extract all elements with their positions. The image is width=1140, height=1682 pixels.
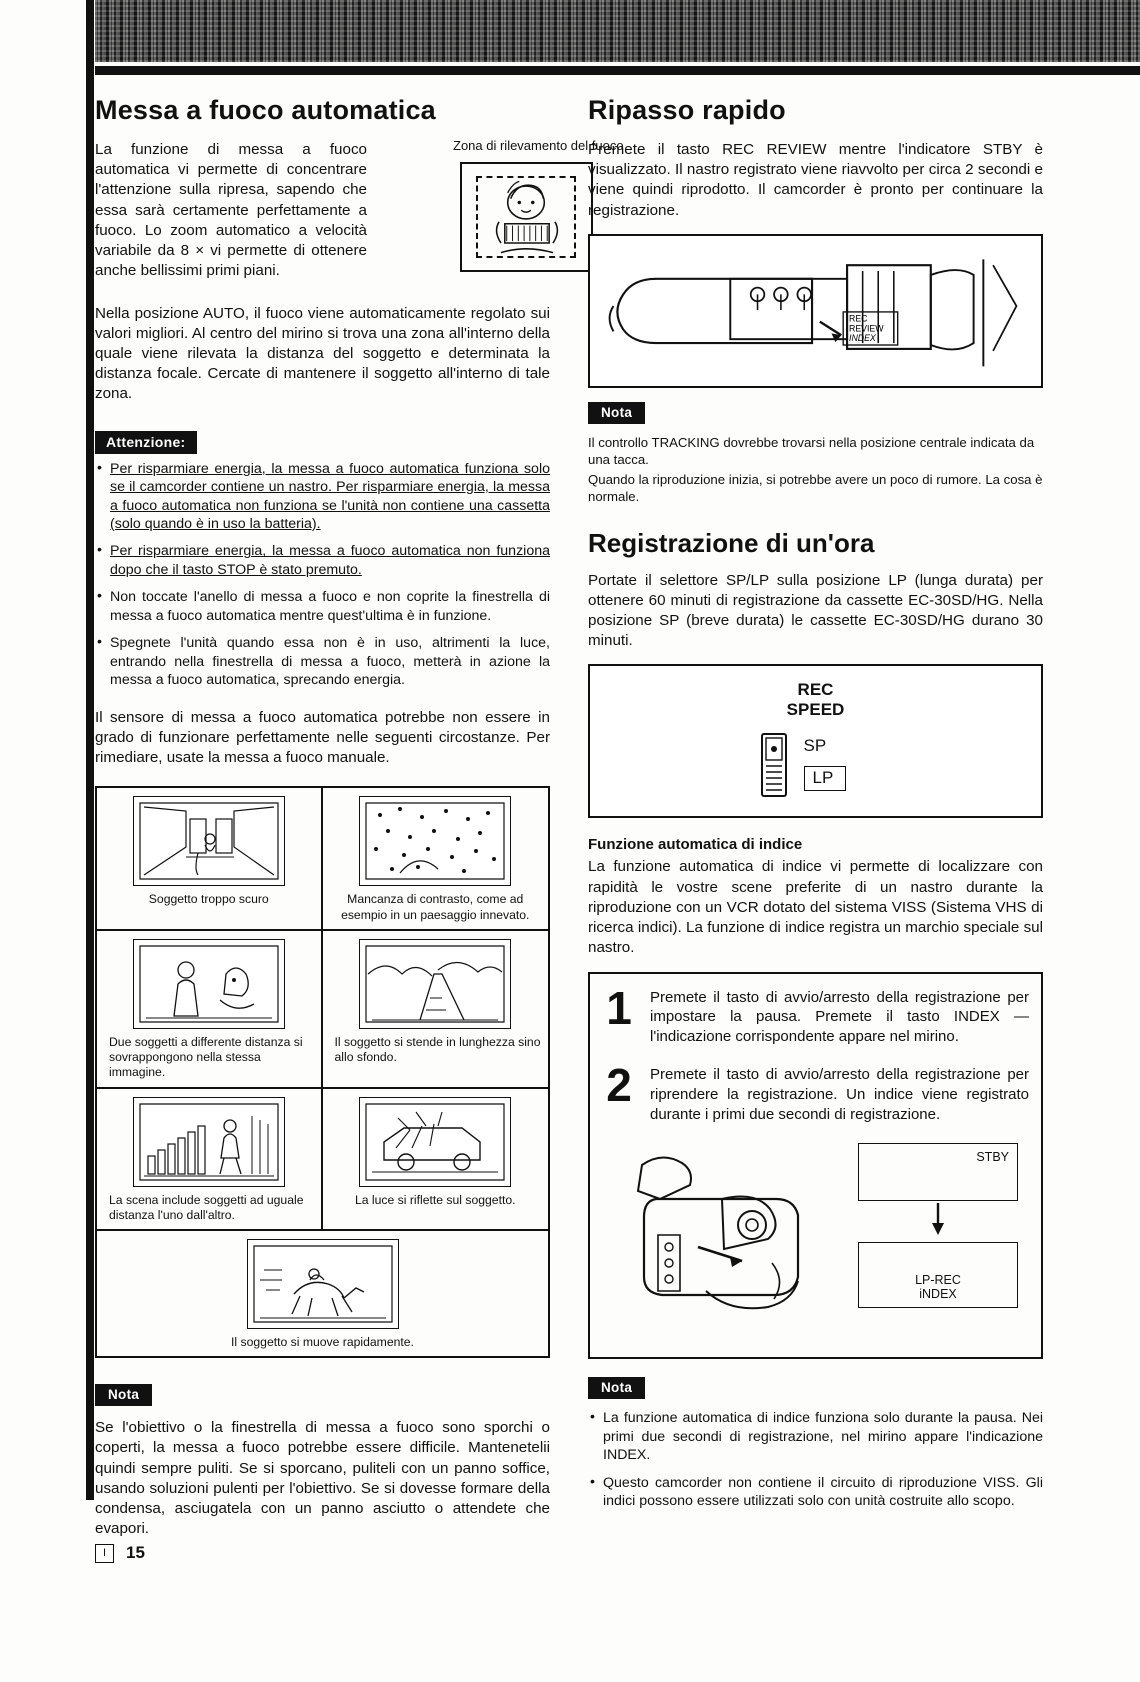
sp-lp-slider-icon[interactable] [754, 732, 794, 798]
table-row [97, 1089, 548, 1232]
lp-rec-index-screen [858, 1242, 1018, 1308]
focus-figure-caption: Zona di rilevamento del fuoco [453, 138, 624, 153]
snow-landscape-illustration [359, 796, 511, 886]
page-footer [95, 1543, 145, 1563]
arrow-down-icon [858, 1201, 1018, 1237]
tracking-note-2: Quando la riproduzione inizia, si potrebbe avere un poco di rumore. La cosa è normale. [588, 471, 1043, 505]
warning-item: • Per risparmiare energia, la messa a fuoco automatica funziona solo se il camcorder contiene un nastro. Per risparmiare energia, la messa a fuoco automatica non funziona se l'unità non contiene una cassetta (solo quando è in uso la batteria). [95, 460, 550, 534]
focus-detection-figure [453, 138, 624, 272]
dark-subject-illustration [133, 796, 285, 886]
one-hour-recording-title: Registrazione di un'ora [588, 527, 875, 558]
rec-speed-label-line2: SPEED [786, 700, 845, 720]
quick-review-title: Ripasso rapido [588, 95, 786, 125]
scene-caption: La scena include soggetti ad uguale distanza l'uno dall'altro. [109, 1192, 304, 1222]
scene-caption: Mancanza di contrasto, come ad esempio in un paesaggio innevato. [341, 892, 530, 922]
table-row [97, 1231, 548, 1356]
warning-item: • Non toccate l'anello di messa a fuoco e non coprite la finestrella di messa a fuoco automatica mentre quest'ultima è in funzione. [95, 588, 550, 625]
difficult-scenes-table [95, 786, 550, 1358]
stby-label: STBY [976, 1150, 1009, 1165]
long-road-illustration [359, 939, 511, 1029]
step-number: 2 [606, 1059, 632, 1112]
scene-cell [323, 931, 549, 1087]
rec-speed-label-line1: REC [797, 680, 834, 700]
left-margin-rule [86, 0, 94, 1500]
svg-text:INDEX: INDEX [849, 332, 876, 343]
tracking-note-1: Il controllo TRACKING dovrebbe trovarsi nella posizione centrale indicata da una tacca. [588, 434, 1035, 468]
intro-paragraph: La funzione di messa a fuoco automatica vi permette di concentrare l'attenzione sulla ripresa, sapendo che essa sarà certamente perfettamente a fuoco. Lo zoom automatico a velocità variabile da 8 × vi permette di ottenere anche bellissimi primi piani. [95, 141, 367, 280]
viewfinder-frame [460, 162, 593, 272]
page-number: 15 [126, 1543, 145, 1562]
scene-cell [97, 1089, 323, 1230]
sensor-limitation-paragraph: Il sensore di messa a fuoco automatica potrebbe non essere in grado di funzionare perfettamente nelle seguenti circostanze. Per rimediare, usate la messa a fuoco manuale. [95, 708, 550, 767]
scene-caption: La luce si riflette sul soggetto. [354, 1192, 516, 1207]
scene-caption: Il soggetto si stende in lunghezza sino allo sfondo. [334, 1034, 541, 1065]
stby-screen [858, 1143, 1018, 1201]
camcorder-rec-review-figure [588, 234, 1043, 388]
svg-text:REC: REC [849, 313, 868, 324]
warning-tag: Attenzione: [95, 431, 197, 454]
option-lp[interactable]: LP [804, 766, 847, 791]
camcorder-index-button-illustration [602, 1143, 842, 1343]
final-note-item: • Questo camcorder non contiene il circuito di riproduzione VISS. Gli indici possono essere utilizzati solo con unità costruite allo scopo. [588, 1474, 1043, 1511]
table-row [97, 931, 548, 1089]
final-note-item: • La funzione automatica di indice funziona solo durante la pausa. Nei primi due secondi di registrazione, nel mirino appare l'indicazione INDEX. [588, 1409, 1043, 1464]
note-tag: Nota [588, 402, 645, 424]
step-item [602, 1059, 1029, 1125]
index-label: iNDEX [919, 1287, 957, 1302]
scene-cell [97, 788, 323, 929]
note-tag: Nota [588, 1377, 645, 1399]
note-tag: Nota [95, 1384, 152, 1406]
scene-cell [323, 1089, 549, 1230]
step-text: Premete il tasto di avvio/arresto della registrazione per impostare la pausa. Premete il tasto INDEX — l'indicazione corrispondente appare nel mirino. [650, 988, 1029, 1046]
one-hour-recording-paragraph: Portate il selettore SP/LP sulla posizione LP (lunga durata) per ottenere 60 minuti di registrazione da cassette EC-30SD/HG. Nella posizione SP (breve durata) le cassette EC-30SD/HG durano 30 minuti. [588, 571, 1043, 650]
step-item [602, 981, 1029, 1048]
index-steps-box [588, 972, 1043, 1360]
corner-mark: I [95, 1544, 114, 1563]
scene-cell [97, 931, 323, 1087]
overlapping-subjects-illustration [133, 939, 285, 1029]
lp-rec-label: LP-REC [915, 1273, 961, 1288]
equal-distance-subjects-illustration [133, 1097, 285, 1187]
option-sp[interactable]: SP [803, 736, 827, 756]
left-column [95, 95, 624, 1553]
step-number: 1 [606, 981, 632, 1034]
reflective-subject-illustration [359, 1097, 511, 1187]
left-note-text: Se l'obiettivo o la finestrella di messa a fuoco sono sporchi o coperti, la messa a fuoco potrebbe essere difficile. Mantenetelii quindi sempre puliti. Se si sporcano, puliteli con un panno soffice, usando soluzioni pulenti per l'obiettivo. Se si dovesse formare della condensa, asciugatela con un panno asciutto o attendete che evapori. [95, 1419, 550, 1538]
scene-caption: Due soggetti a differente distanza si sovrappongono nella stessa immagine. [109, 1034, 303, 1080]
scan-noise-band [95, 0, 1140, 62]
warning-item: • Spegnete l'unità quando essa non è in uso, altrimenti la luce, entrando nella finestrella di messa a fuoco, metterà in azione la messa a fuoco automatica, sprecando energia. [95, 634, 550, 689]
scene-caption: Soggetto troppo scuro [148, 892, 269, 907]
child-sketch-icon [462, 164, 591, 270]
fast-moving-subject-illustration [247, 1239, 399, 1329]
scene-caption: Il soggetto si muove rapidamente. [231, 1335, 414, 1350]
scene-cell [323, 788, 549, 929]
index-function-subtitle: Funzione automatica di indice [588, 836, 803, 854]
final-notes-list [588, 1409, 1043, 1510]
right-column [588, 95, 1043, 1519]
header-rule [95, 66, 1140, 75]
svg-text:REVIEW: REVIEW [849, 323, 884, 334]
page-title: Messa a fuoco automatica [95, 95, 436, 125]
index-function-paragraph: La funzione automatica di indice vi permette di localizzare con rapidità le vostre scene preferite di un nastro durante la riproduzione con un VCR dotato del sistema VISS (Sistema VHS di ricerca indici). La funzione di indice registra un marchio speciale sul nastro. [588, 858, 1043, 957]
table-row [97, 788, 548, 931]
rec-speed-switch-figure [588, 664, 1043, 818]
auto-focus-paragraph: Nella posizione AUTO, il fuoco viene automaticamente regolato sui valori migliori. Al centro del mirino si trova una zona all'interno della quale viene rilevata la distanza del soggetto e determinata la distanza focale. Cercate di mantenere il soggetto all'interno di tale zona. [95, 304, 550, 403]
scene-cell [97, 1231, 548, 1356]
warning-item: • Per risparmiare energia, la messa a fuoco automatica non funziona dopo che il tasto STOP è stato premuto. [95, 542, 550, 579]
warning-list [95, 460, 550, 690]
viewfinder-indicators [858, 1143, 1018, 1308]
quick-review-paragraph: Premete il tasto REC REVIEW mentre l'indicatore STBY è visualizzato. Il nastro registrato viene riavvolto per circa 2 secondi e viene quindi riprodotto. Il camcorder è pronto per continuare la registrazione. [588, 141, 1043, 219]
step-text: Premete il tasto di avvio/arresto della registrazione per riprendere la registrazione. Un indice viene registrato durante i primi due secondi di registrazione. [650, 1066, 1029, 1124]
